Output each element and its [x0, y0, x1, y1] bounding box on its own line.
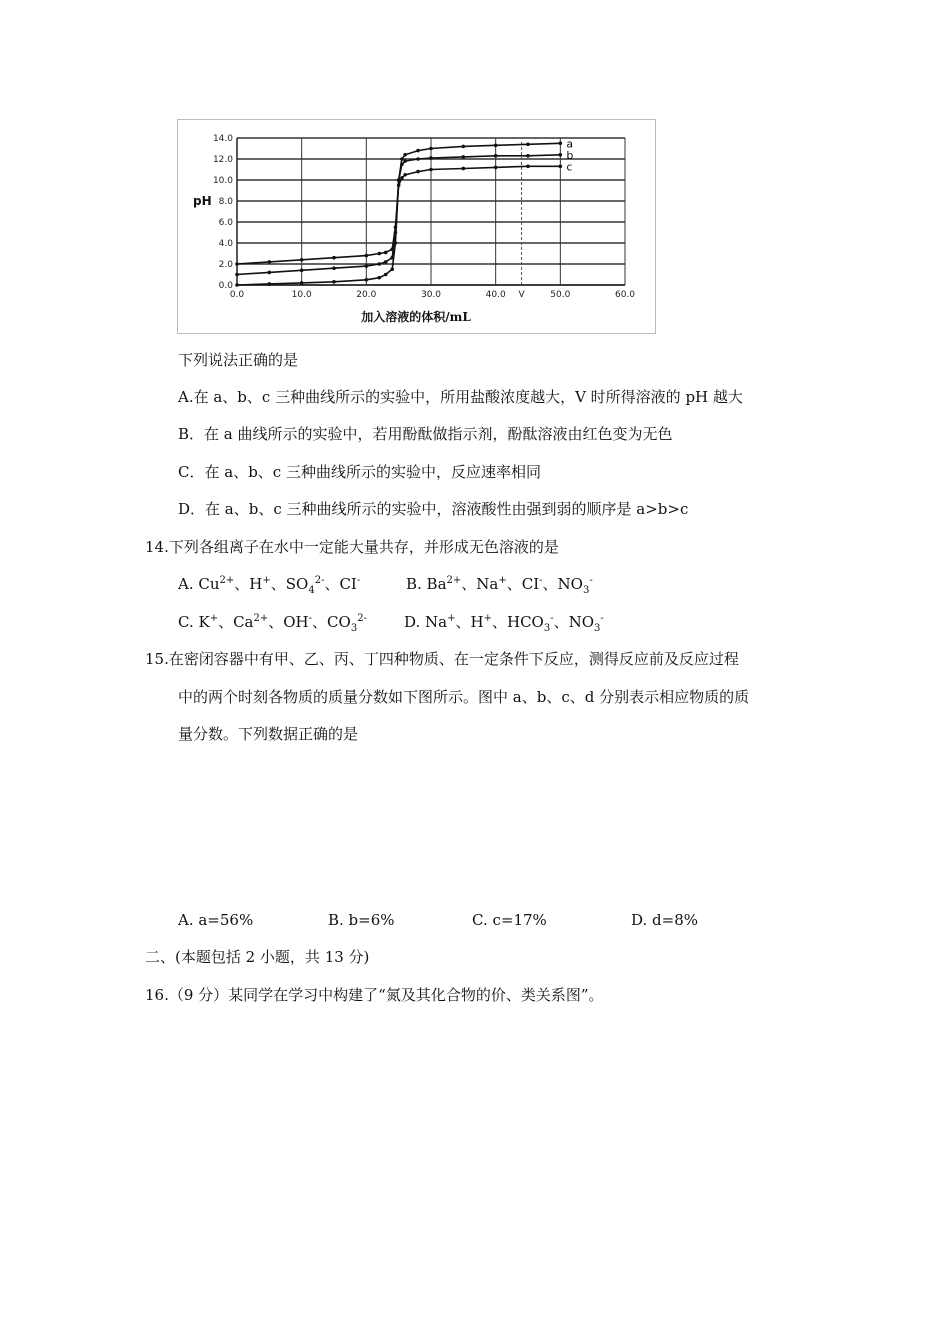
- q15-option-b: B. b=6%: [328, 911, 395, 929]
- data-point-a: [400, 157, 404, 161]
- series-line-b: [237, 155, 560, 275]
- data-point-c: [416, 170, 420, 174]
- x-tick-label: 60.0: [614, 290, 636, 300]
- data-point-c: [235, 262, 239, 266]
- data-point-b: [526, 154, 530, 158]
- q14-option-b: B. $Ba^{2+}$、Na+、CI-、$NO_3^-$: [406, 575, 593, 596]
- q15-option-d: D. d=8%: [631, 911, 698, 929]
- data-point-c: [462, 167, 466, 171]
- data-point-b: [429, 156, 433, 160]
- y-tick-label: 4.0: [218, 239, 233, 249]
- q13-option-c: C．在 a、b、c 三种曲线所示的实验中，反应速率相同: [178, 463, 541, 481]
- q14-option-c: C. K+、$Ca^{2+}$、OH-、$CO_3^{2-}$: [178, 613, 367, 634]
- x-tick-label: 0.0: [229, 290, 245, 300]
- y-tick-label: 8.0: [218, 197, 233, 207]
- data-point-a: [559, 141, 563, 145]
- y-tick-label: 0.0: [218, 281, 233, 291]
- q13-prompt: 下列说法正确的是: [178, 351, 299, 369]
- x-tick-label: 10.0: [291, 290, 312, 300]
- series-label-a: a: [566, 137, 574, 151]
- data-point-a: [526, 143, 530, 147]
- data-point-c: [300, 258, 304, 262]
- q14-option-d: D. Na+、H+、$HCO_3^-$、$NO_3^-$: [404, 613, 604, 634]
- data-point-a: [235, 283, 239, 287]
- q15-option-c: C. c=17%: [472, 911, 547, 929]
- data-point-b: [300, 269, 304, 273]
- data-point-b: [559, 153, 563, 157]
- y-tick-label: 2.0: [218, 260, 233, 270]
- data-point-c: [365, 254, 369, 258]
- titration-chart: [177, 119, 656, 334]
- data-point-b: [494, 154, 498, 158]
- q13-option-a: A.在 a、b、c 三种曲线所示的实验中，所用盐酸浓度越大，V 时所得溶液的 pH 越大: [178, 388, 743, 406]
- data-point-a: [384, 273, 388, 277]
- data-point-c: [429, 168, 433, 172]
- data-point-b: [462, 155, 466, 159]
- data-point-a: [429, 147, 433, 151]
- x-tick-label: 40.0: [485, 290, 506, 300]
- data-point-a: [268, 282, 272, 286]
- data-point-a: [332, 280, 336, 284]
- x-axis-label: 加入溶液的体积/mL: [361, 310, 471, 324]
- data-point-a: [494, 144, 498, 148]
- data-point-b: [332, 266, 336, 270]
- data-point-b: [235, 273, 239, 277]
- q16-stem: 16.（9 分）某同学在学习中构建了“氮及其化合物的价、类关系图”。: [145, 986, 604, 1004]
- data-point-c: [403, 173, 407, 177]
- data-point-c: [559, 165, 563, 169]
- data-point-b: [403, 159, 407, 163]
- series-label-b: b: [566, 148, 574, 162]
- x-tick-label: 50.0: [550, 290, 571, 300]
- q15-line3: 量分数。下列数据正确的是: [178, 725, 359, 743]
- x-tick-label: V: [518, 290, 525, 300]
- q15-option-a: A. a=56%: [178, 911, 254, 929]
- data-point-b: [268, 271, 272, 275]
- y-axis-label: pH: [193, 194, 212, 208]
- q14-option-a: A. $Cu^{2+}$、H+、$SO_4^{2-}$、CI-: [178, 575, 361, 596]
- data-point-a: [300, 281, 304, 285]
- data-point-a: [416, 149, 420, 153]
- data-point-b: [384, 260, 388, 264]
- data-point-c: [400, 176, 404, 180]
- data-point-c: [377, 252, 381, 256]
- data-point-c: [526, 165, 530, 169]
- x-tick-label: 30.0: [420, 290, 442, 300]
- section-2-heading: 二、(本题包括 2 小题，共 13 分): [145, 948, 370, 966]
- data-point-b: [365, 264, 369, 268]
- q13-option-b: B．在 a 曲线所示的实验中，若用酚酞做指示剂，酚酞溶液由红色变为无色: [178, 425, 673, 443]
- data-point-a: [377, 276, 381, 280]
- data-point-b: [377, 262, 381, 266]
- data-point-c: [397, 183, 401, 187]
- y-tick-label: 12.0: [212, 155, 233, 165]
- y-tick-label: 10.0: [212, 176, 233, 186]
- data-point-c: [394, 225, 398, 229]
- data-point-b: [416, 157, 420, 161]
- data-point-b: [400, 162, 404, 166]
- chart-svg: [178, 120, 657, 335]
- q13-option-d: D．在 a、b、c 三种曲线所示的实验中，溶液酸性由强到弱的顺序是 a>b>c: [178, 500, 689, 518]
- q15-line1: 15.在密闭容器中有甲、乙、丙、丁四种物质、在一定条件下反应，测得反应前及反应过程: [145, 650, 739, 668]
- q15-line2: 中的两个时刻各物质的质量分数如下图所示。图中 a、b、c、d 分别表示相应物质的质: [178, 688, 750, 706]
- data-point-b: [390, 256, 394, 260]
- data-point-c: [494, 166, 498, 170]
- y-tick-label: 6.0: [218, 218, 233, 228]
- data-point-a: [462, 145, 466, 149]
- data-point-a: [403, 153, 407, 157]
- data-point-c: [268, 260, 272, 264]
- data-point-a: [365, 278, 369, 282]
- data-point-a: [390, 267, 394, 271]
- data-point-c: [390, 248, 394, 252]
- series-label-c: c: [566, 160, 573, 174]
- x-tick-label: 20.0: [356, 290, 377, 300]
- data-point-c: [384, 251, 388, 255]
- y-tick-label: 14.0: [212, 134, 233, 144]
- q14-stem: 14.下列各组离子在水中一定能大量共存，并形成无色溶液的是: [145, 538, 559, 556]
- data-point-c: [332, 256, 336, 260]
